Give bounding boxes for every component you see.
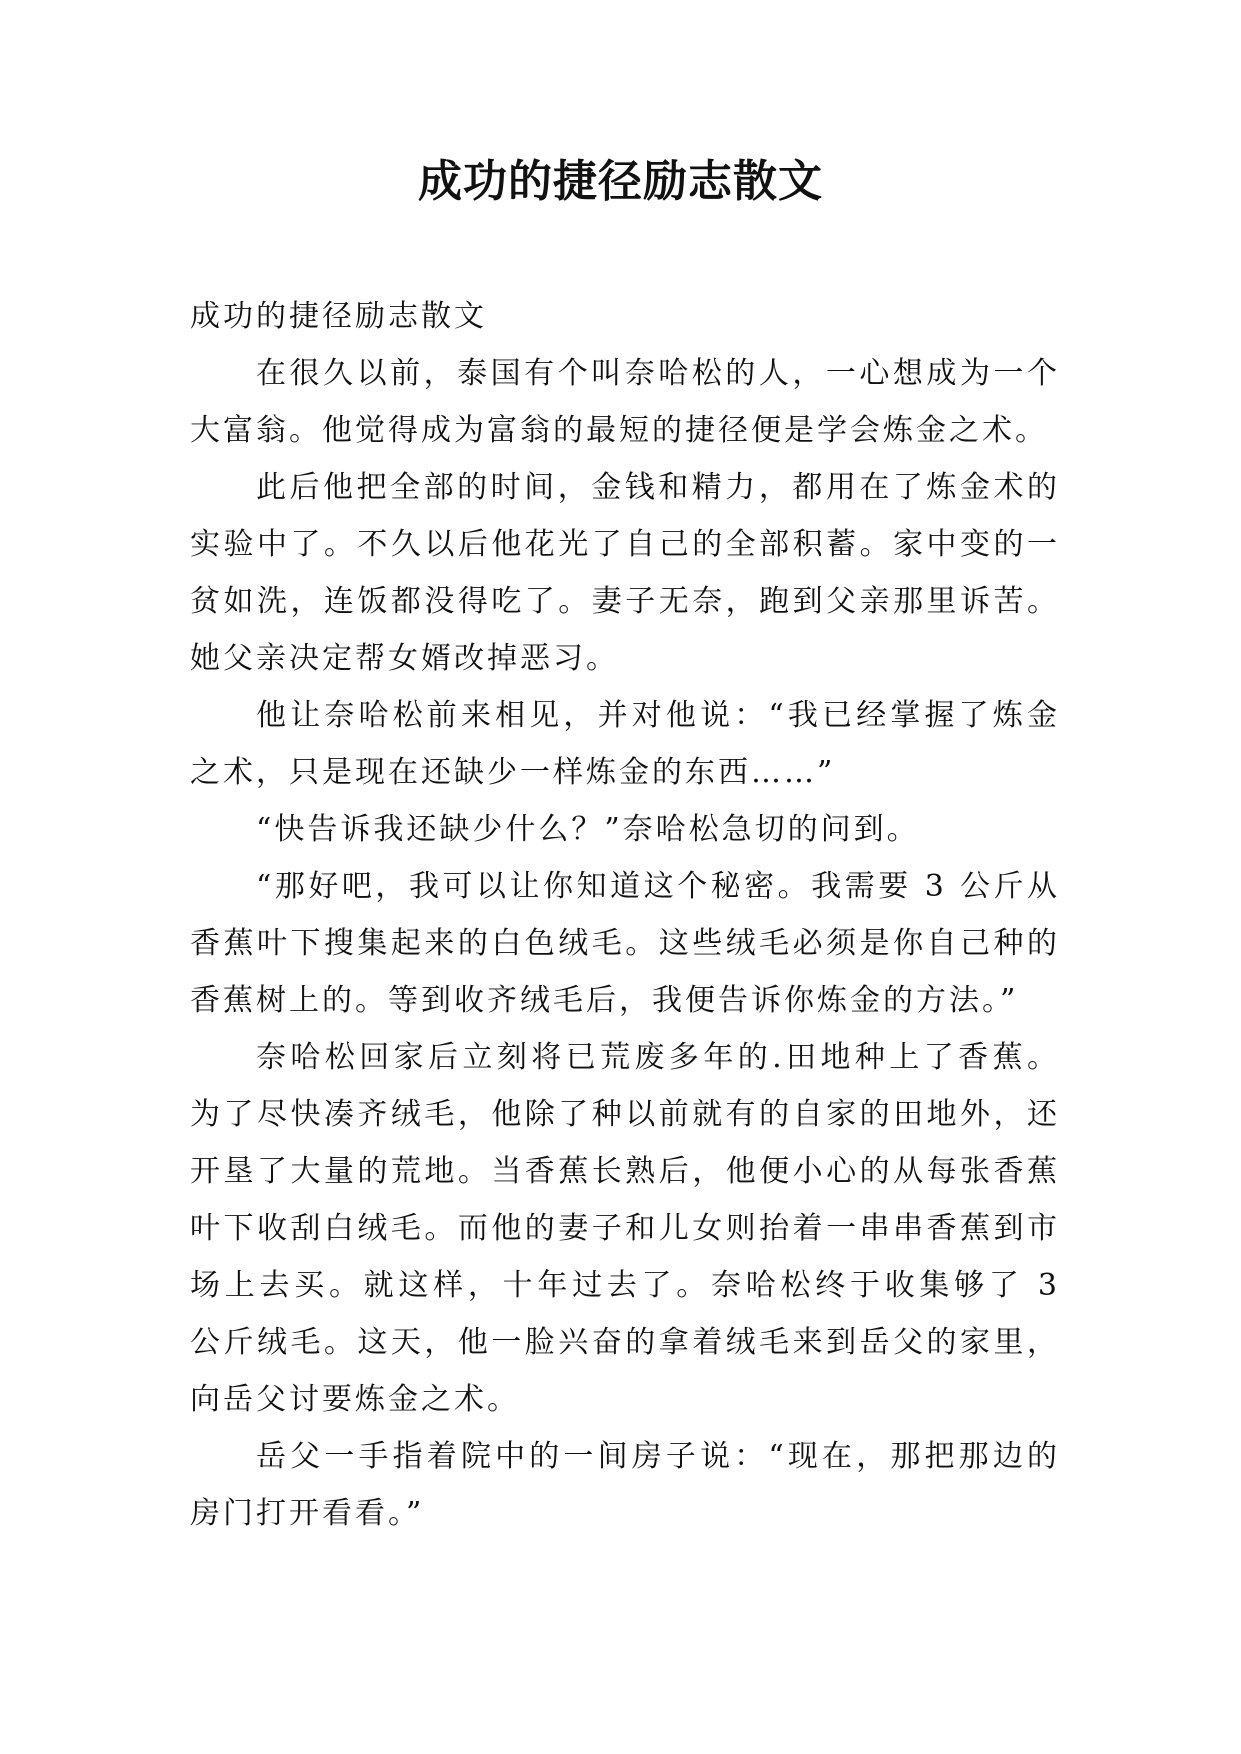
paragraph: 此后他把全部的时间，金钱和精力，都用在了炼金术的实验中了。不久以后他花光了自己的全部积蓄。家中变的一贫如洗，连饭都没得吃了。妻子无奈，跑到父亲那里诉苦。她父亲决定帮女婿改掉恶习。: [190, 470, 1060, 676]
document-body: [190, 288, 1060, 1542]
paragraph: 奈哈松回家后立刻将已荒废多年的.田地种上了香蕉。为了尽快凑齐绒毛，他除了种以前就有的自家的田地外，还开垦了大量的荒地。当香蕉长熟后，他便小心的从每张香蕉叶下收刮白绒毛。而他的妻子和儿女则抬着一串串香蕉到市场上去买。就这样，十年过去了。奈哈松终于收集够了 3 公斤绒毛。这天，他一脸兴奋的拿着绒毛来到岳父的家里，向岳父讨要炼金之术。: [190, 1040, 1060, 1417]
paragraph: 在很久以前，泰国有个叫奈哈松的人，一心想成为一个大富翁。他觉得成为富翁的最短的捷径便是学会炼金之术。: [190, 356, 1060, 448]
paragraph: 岳父一手指着院中的一间房子说：“现在，那把那边的房门打开看看。”: [190, 1439, 1060, 1531]
paragraph: “那好吧，我可以让你知道这个秘密。我需要 3 公斤从香蕉叶下搜集起来的白色绒毛。这些绒毛必须是你自己种的香蕉树上的。等到收齐绒毛后，我便告诉你炼金的方法。”: [190, 869, 1060, 1018]
paragraph: 他让奈哈松前来相见，并对他说：“我已经掌握了炼金之术，只是现在还缺少一样炼金的东西……”: [190, 698, 1060, 790]
paragraph: “快告诉我还缺少什么？”奈哈松急切的问到。: [256, 812, 920, 847]
document-title: 成功的捷径励志散文: [418, 156, 823, 207]
subtitle-paragraph: 成功的捷径励志散文: [190, 299, 487, 334]
